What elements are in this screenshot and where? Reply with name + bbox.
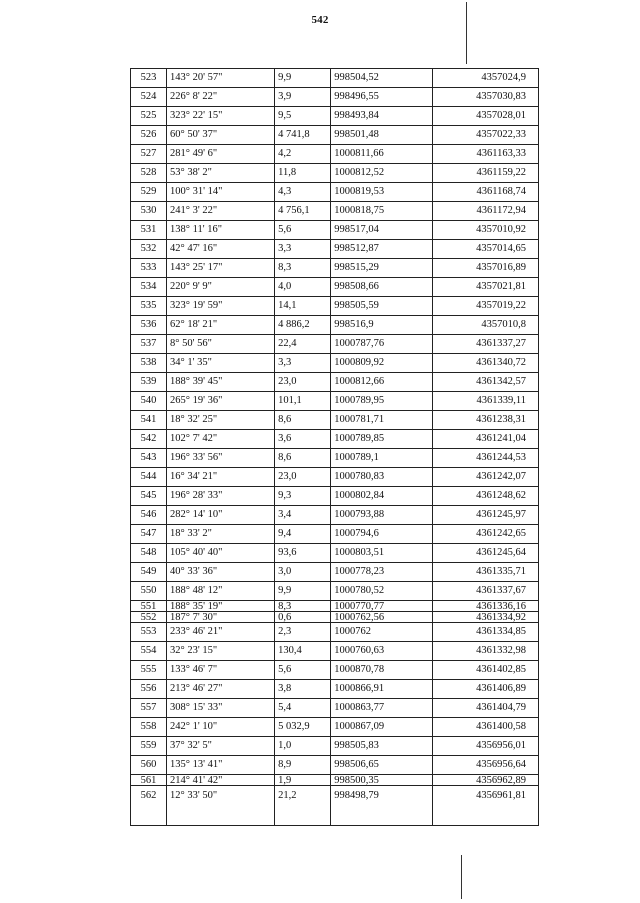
table-row [131, 786, 539, 826]
coordinate-x-cell: 1000770,77 [331, 601, 433, 612]
direction-angle-cell: 143° 25' 17" [167, 259, 275, 278]
distance-cell: 4,0 [275, 278, 331, 297]
direction-angle-cell: 233° 46' 21" [167, 623, 275, 642]
coordinate-x-cell: 998506,65 [331, 756, 433, 775]
table-row [131, 601, 539, 612]
distance-cell: 3,9 [275, 88, 331, 107]
coordinate-x-cell: 998496,55 [331, 88, 433, 107]
direction-angle-cell: 188° 48' 12" [167, 582, 275, 601]
distance-cell: 3,4 [275, 506, 331, 525]
direction-angle-cell: 188° 39' 45" [167, 373, 275, 392]
distance-cell: 8,3 [275, 601, 331, 612]
coordinates-table-body [131, 69, 539, 826]
point-number-cell: 547 [131, 525, 167, 544]
coordinate-x-cell: 1000789,95 [331, 392, 433, 411]
direction-angle-cell: 281° 49' 6" [167, 145, 275, 164]
direction-angle-cell: 40° 33' 36" [167, 563, 275, 582]
point-number-cell: 562 [131, 786, 167, 826]
point-number-cell: 535 [131, 297, 167, 316]
point-number-cell: 549 [131, 563, 167, 582]
point-number-cell: 560 [131, 756, 167, 775]
coordinate-y-cell: 4361242,07 [432, 468, 538, 487]
direction-angle-cell: 16° 34' 21" [167, 468, 275, 487]
coordinates-table [130, 68, 539, 826]
point-number-cell: 539 [131, 373, 167, 392]
coordinate-x-cell: 1000809,92 [331, 354, 433, 373]
direction-angle-cell: 8° 50' 56" [167, 335, 275, 354]
point-number-cell: 524 [131, 88, 167, 107]
coordinate-y-cell: 4361244,53 [432, 449, 538, 468]
point-number-cell: 540 [131, 392, 167, 411]
coordinate-y-cell: 4361406,89 [432, 680, 538, 699]
point-number-cell: 551 [131, 601, 167, 612]
direction-angle-cell: 18° 32' 25" [167, 411, 275, 430]
distance-cell: 22,4 [275, 335, 331, 354]
coordinate-y-cell: 4357010,92 [432, 221, 538, 240]
point-number-cell: 561 [131, 775, 167, 786]
point-number-cell: 548 [131, 544, 167, 563]
coordinate-y-cell: 4361172,94 [432, 202, 538, 221]
coordinate-x-cell: 998498,79 [331, 786, 433, 826]
distance-cell: 3,6 [275, 430, 331, 449]
direction-angle-cell: 213° 46' 27" [167, 680, 275, 699]
distance-cell: 4 886,2 [275, 316, 331, 335]
coordinate-y-cell: 4356956,01 [432, 737, 538, 756]
distance-cell: 9,4 [275, 525, 331, 544]
distance-cell: 3,8 [275, 680, 331, 699]
table-row [131, 506, 539, 525]
coordinate-x-cell: 1000780,52 [331, 582, 433, 601]
distance-cell: 5,6 [275, 661, 331, 680]
coordinate-x-cell: 1000789,85 [331, 430, 433, 449]
point-number-cell: 554 [131, 642, 167, 661]
direction-angle-cell: 226° 8' 22" [167, 88, 275, 107]
direction-angle-cell: 32° 23' 15" [167, 642, 275, 661]
coordinate-y-cell: 4357019,22 [432, 297, 538, 316]
table-row [131, 88, 539, 107]
point-number-cell: 555 [131, 661, 167, 680]
coordinate-x-cell: 1000812,66 [331, 373, 433, 392]
coordinate-x-cell: 1000812,52 [331, 164, 433, 183]
coordinate-x-cell: 1000802,84 [331, 487, 433, 506]
direction-angle-cell: 100° 31' 14" [167, 183, 275, 202]
coordinate-y-cell: 4361245,64 [432, 544, 538, 563]
direction-angle-cell: 102° 7' 42" [167, 430, 275, 449]
point-number-cell: 543 [131, 449, 167, 468]
direction-angle-cell: 62° 18' 21" [167, 316, 275, 335]
coordinate-y-cell: 4357030,83 [432, 88, 538, 107]
point-number-cell: 530 [131, 202, 167, 221]
coordinate-x-cell: 1000789,1 [331, 449, 433, 468]
coordinate-x-cell: 1000811,66 [331, 145, 433, 164]
coordinate-x-cell: 1000787,76 [331, 335, 433, 354]
point-number-cell: 523 [131, 69, 167, 88]
direction-angle-cell: 196° 28' 33" [167, 487, 275, 506]
coordinate-x-cell: 998508,66 [331, 278, 433, 297]
distance-cell: 4 741,8 [275, 126, 331, 145]
coordinate-y-cell: 4357028,01 [432, 107, 538, 126]
point-number-cell: 527 [131, 145, 167, 164]
distance-cell: 5,6 [275, 221, 331, 240]
table-row [131, 240, 539, 259]
table-row [131, 756, 539, 775]
point-number-cell: 528 [131, 164, 167, 183]
coordinate-x-cell: 1000818,75 [331, 202, 433, 221]
point-number-cell: 533 [131, 259, 167, 278]
coordinate-y-cell: 4356956,64 [432, 756, 538, 775]
page-number: 542 [311, 14, 329, 26]
distance-cell: 93,6 [275, 544, 331, 563]
direction-angle-cell: 242° 1' 10" [167, 718, 275, 737]
point-number-cell: 525 [131, 107, 167, 126]
point-number-cell: 536 [131, 316, 167, 335]
distance-cell: 5 032,9 [275, 718, 331, 737]
point-number-cell: 526 [131, 126, 167, 145]
coordinate-y-cell: 4361342,57 [432, 373, 538, 392]
direction-angle-cell: 187° 7' 30" [167, 612, 275, 623]
direction-angle-cell: 196° 33' 56" [167, 449, 275, 468]
direction-angle-cell: 308° 15' 33" [167, 699, 275, 718]
coordinate-x-cell: 1000762,56 [331, 612, 433, 623]
point-number-cell: 556 [131, 680, 167, 699]
table-row [131, 718, 539, 737]
coordinate-x-cell: 998515,29 [331, 259, 433, 278]
table-row [131, 430, 539, 449]
point-number-cell: 544 [131, 468, 167, 487]
distance-cell: 11,8 [275, 164, 331, 183]
coordinate-x-cell: 1000867,09 [331, 718, 433, 737]
point-number-cell: 558 [131, 718, 167, 737]
coordinate-y-cell: 4361337,27 [432, 335, 538, 354]
table-row [131, 563, 539, 582]
distance-cell: 1,0 [275, 737, 331, 756]
distance-cell: 5,4 [275, 699, 331, 718]
table-row [131, 316, 539, 335]
table-row [131, 297, 539, 316]
table-row [131, 680, 539, 699]
coordinate-y-cell: 4361238,31 [432, 411, 538, 430]
direction-angle-cell: 214° 41' 42" [167, 775, 275, 786]
coordinate-x-cell: 1000866,91 [331, 680, 433, 699]
coordinate-x-cell: 1000803,51 [331, 544, 433, 563]
distance-cell: 23,0 [275, 373, 331, 392]
coordinate-x-cell: 1000819,53 [331, 183, 433, 202]
table-row [131, 221, 539, 240]
distance-cell: 3,0 [275, 563, 331, 582]
direction-angle-cell: 12° 33' 50" [167, 786, 275, 826]
table-row [131, 544, 539, 563]
direction-angle-cell: 282° 14' 10" [167, 506, 275, 525]
distance-cell: 130,4 [275, 642, 331, 661]
distance-cell: 3,3 [275, 240, 331, 259]
coordinate-x-cell: 998505,59 [331, 297, 433, 316]
coordinate-y-cell: 4357022,33 [432, 126, 538, 145]
coordinate-y-cell: 4361334,92 [432, 612, 538, 623]
table-row [131, 411, 539, 430]
coordinate-y-cell: 4361400,58 [432, 718, 538, 737]
point-number-cell: 532 [131, 240, 167, 259]
direction-angle-cell: 18° 33' 2" [167, 525, 275, 544]
point-number-cell: 541 [131, 411, 167, 430]
distance-cell: 21,2 [275, 786, 331, 826]
table-row [131, 623, 539, 642]
coordinate-y-cell: 4357010,8 [432, 316, 538, 335]
coordinate-y-cell: 4357014,65 [432, 240, 538, 259]
distance-cell: 4,2 [275, 145, 331, 164]
coordinate-x-cell: 998512,87 [331, 240, 433, 259]
table-row [131, 107, 539, 126]
coordinate-x-cell: 998504,52 [331, 69, 433, 88]
direction-angle-cell: 105° 40' 40" [167, 544, 275, 563]
distance-cell: 8,3 [275, 259, 331, 278]
table-row [131, 737, 539, 756]
coordinate-y-cell: 4356961,81 [432, 786, 538, 826]
distance-cell: 3,3 [275, 354, 331, 373]
table-row [131, 373, 539, 392]
table-row [131, 145, 539, 164]
coordinate-x-cell: 1000781,71 [331, 411, 433, 430]
distance-cell: 9,3 [275, 487, 331, 506]
coordinate-x-cell: 1000778,23 [331, 563, 433, 582]
distance-cell: 9,9 [275, 69, 331, 88]
point-number-cell: 550 [131, 582, 167, 601]
direction-angle-cell: 323° 19' 59" [167, 297, 275, 316]
coordinate-y-cell: 4361245,97 [432, 506, 538, 525]
coordinate-x-cell: 1000863,77 [331, 699, 433, 718]
table-row [131, 775, 539, 786]
scan-artifact-top [466, 2, 467, 64]
point-number-cell: 553 [131, 623, 167, 642]
table-row [131, 699, 539, 718]
direction-angle-cell: 188° 35' 19" [167, 601, 275, 612]
coordinate-y-cell: 4361332,98 [432, 642, 538, 661]
table-row [131, 392, 539, 411]
direction-angle-cell: 42° 47' 16" [167, 240, 275, 259]
point-number-cell: 557 [131, 699, 167, 718]
table-row [131, 183, 539, 202]
coordinate-x-cell: 998516,9 [331, 316, 433, 335]
direction-angle-cell: 220° 9' 9" [167, 278, 275, 297]
point-number-cell: 546 [131, 506, 167, 525]
coordinate-y-cell: 4361242,65 [432, 525, 538, 544]
scan-artifact-bottom [461, 855, 462, 899]
distance-cell: 23,0 [275, 468, 331, 487]
point-number-cell: 531 [131, 221, 167, 240]
table-row [131, 69, 539, 88]
table-row [131, 661, 539, 680]
direction-angle-cell: 143° 20' 57" [167, 69, 275, 88]
distance-cell: 1,9 [275, 775, 331, 786]
direction-angle-cell: 138° 11' 16" [167, 221, 275, 240]
coordinate-x-cell: 1000762 [331, 623, 433, 642]
coordinate-x-cell: 1000760,63 [331, 642, 433, 661]
coordinate-x-cell: 1000793,88 [331, 506, 433, 525]
point-number-cell: 552 [131, 612, 167, 623]
direction-angle-cell: 53° 38' 2" [167, 164, 275, 183]
distance-cell: 14,1 [275, 297, 331, 316]
coordinate-x-cell: 1000794,6 [331, 525, 433, 544]
table-row [131, 642, 539, 661]
table-row [131, 278, 539, 297]
table-row [131, 164, 539, 183]
table-row [131, 335, 539, 354]
coordinate-y-cell: 4361334,85 [432, 623, 538, 642]
table-row [131, 449, 539, 468]
coordinate-y-cell: 4357021,81 [432, 278, 538, 297]
direction-angle-cell: 241° 3' 22" [167, 202, 275, 221]
coordinate-x-cell: 998500,35 [331, 775, 433, 786]
coordinate-x-cell: 998501,48 [331, 126, 433, 145]
direction-angle-cell: 60° 50' 37" [167, 126, 275, 145]
table-row [131, 202, 539, 221]
distance-cell: 8,9 [275, 756, 331, 775]
distance-cell: 8,6 [275, 449, 331, 468]
coordinate-y-cell: 4361241,04 [432, 430, 538, 449]
table-row [131, 612, 539, 623]
coordinate-y-cell: 4361337,67 [432, 582, 538, 601]
coordinate-y-cell: 4361168,74 [432, 183, 538, 202]
table-row [131, 525, 539, 544]
direction-angle-cell: 37° 32' 5" [167, 737, 275, 756]
coordinate-x-cell: 998505,83 [331, 737, 433, 756]
coordinate-y-cell: 4361340,72 [432, 354, 538, 373]
direction-angle-cell: 34° 1' 35" [167, 354, 275, 373]
point-number-cell: 559 [131, 737, 167, 756]
distance-cell: 9,9 [275, 582, 331, 601]
distance-cell: 4,3 [275, 183, 331, 202]
distance-cell: 2,3 [275, 623, 331, 642]
coordinate-y-cell: 4361335,71 [432, 563, 538, 582]
table-row [131, 582, 539, 601]
coordinate-x-cell: 998493,84 [331, 107, 433, 126]
coordinate-y-cell: 4361336,16 [432, 601, 538, 612]
point-number-cell: 542 [131, 430, 167, 449]
point-number-cell: 538 [131, 354, 167, 373]
point-number-cell: 545 [131, 487, 167, 506]
coordinate-x-cell: 1000780,83 [331, 468, 433, 487]
coordinate-y-cell: 4356962,89 [432, 775, 538, 786]
coordinate-y-cell: 4357024,9 [432, 69, 538, 88]
distance-cell: 9,5 [275, 107, 331, 126]
coordinate-x-cell: 998517,04 [331, 221, 433, 240]
distance-cell: 4 756,1 [275, 202, 331, 221]
coordinate-y-cell: 4361404,79 [432, 699, 538, 718]
point-number-cell: 534 [131, 278, 167, 297]
table-row [131, 259, 539, 278]
direction-angle-cell: 265° 19' 36" [167, 392, 275, 411]
direction-angle-cell: 323° 22' 15" [167, 107, 275, 126]
coordinate-y-cell: 4361248,62 [432, 487, 538, 506]
table-row [131, 126, 539, 145]
direction-angle-cell: 135° 13' 41" [167, 756, 275, 775]
coordinate-x-cell: 1000870,78 [331, 661, 433, 680]
distance-cell: 0,6 [275, 612, 331, 623]
table-row [131, 354, 539, 373]
table-row [131, 487, 539, 506]
direction-angle-cell: 133° 46' 7" [167, 661, 275, 680]
coordinate-y-cell: 4361163,33 [432, 145, 538, 164]
point-number-cell: 529 [131, 183, 167, 202]
coordinate-y-cell: 4361402,85 [432, 661, 538, 680]
distance-cell: 8,6 [275, 411, 331, 430]
coordinate-y-cell: 4357016,89 [432, 259, 538, 278]
point-number-cell: 537 [131, 335, 167, 354]
distance-cell: 101,1 [275, 392, 331, 411]
coordinate-y-cell: 4361159,22 [432, 164, 538, 183]
table-row [131, 468, 539, 487]
coordinate-y-cell: 4361339,11 [432, 392, 538, 411]
